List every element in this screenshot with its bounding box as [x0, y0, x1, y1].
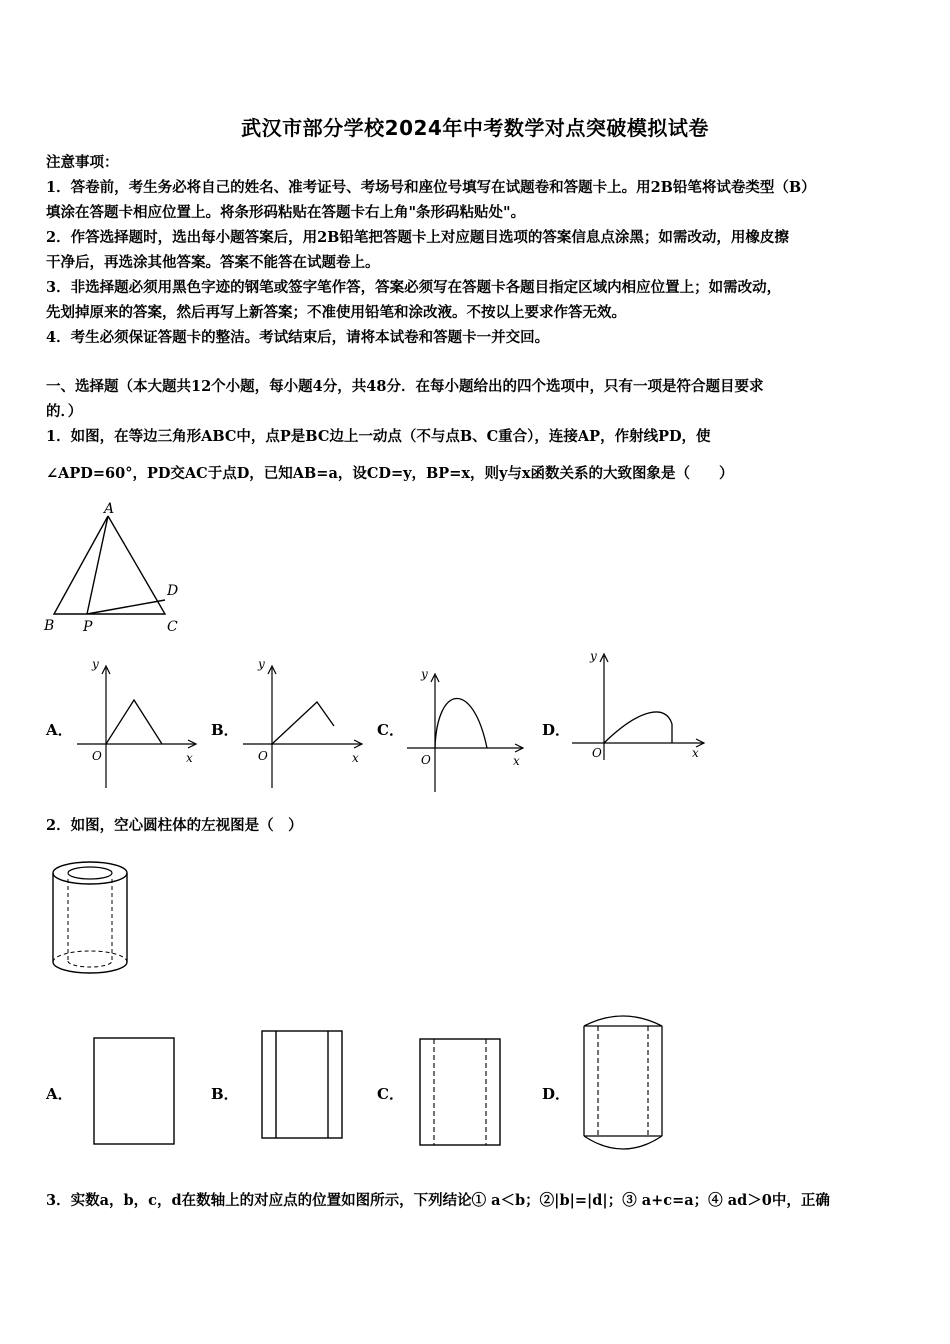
q1-option-a[interactable]: A．	[46, 721, 73, 739]
question-1-text: 1．如图，在等边三角形ABC中，点P是BC边上一动点（不与点B、C重合），连接AP，作射线PD，使	[46, 428, 711, 445]
notice-heading: 注意事项：	[46, 154, 119, 171]
section-heading: 一、选择题（本大题共12个小题，每小题4分，共48分．在每小题给出的四个选项中，只有一项是符合题目要求	[46, 378, 764, 395]
q2-option-c[interactable]: C．	[377, 1085, 404, 1103]
notice-line: 干净后，再选涂其他答案。答案不能答在试题卷上。	[46, 254, 380, 271]
graph-option-b	[238, 658, 368, 788]
q1-option-b[interactable]: B．	[211, 721, 239, 739]
notice-line: 3．非选择题必须用黑色字迹的钢笔或签字笔作答，答案必须写在答题卡各题目指定区域内相应位置上；如需改动，	[46, 279, 782, 296]
q1-option-d[interactable]: D．	[542, 721, 571, 739]
page-title: 武汉市部分学校2024年中考数学对点突破模拟试卷	[241, 116, 709, 140]
graph-a-x-label: x	[186, 751, 193, 765]
graph-d-y-label: y	[590, 649, 597, 663]
triangle-label-a: A	[104, 501, 115, 517]
question-1-text-cont: ∠APD=60°，PD交AC于点D，已知AB=a，设CD=y，BP=x，则y与x函数关系的大致图象是（ ）	[46, 465, 734, 482]
triangle-label-c: C	[167, 619, 178, 635]
graph-a-origin: O	[92, 749, 102, 763]
triangle-label-b: B	[44, 618, 55, 634]
q2-option-b[interactable]: B．	[211, 1085, 239, 1103]
view-option-b	[258, 1027, 348, 1142]
graph-option-c	[403, 666, 528, 796]
section-heading-cont: 的．）	[46, 403, 83, 420]
notice-line: 4．考生必须保证答题卡的整洁。考试结束后，请将本试卷和答题卡一并交回。	[46, 329, 550, 346]
question-2-text: 2．如图，空心圆柱体的左视图是（ ）	[46, 817, 303, 834]
notice-line: 2．作答选择题时，选出每小题答案后，用2B铅笔把答题卡上对应题目选项的答案信息点涂黑；如需改动，用橡皮擦	[46, 229, 789, 246]
graph-c-y-label: y	[421, 667, 428, 681]
q2-option-a[interactable]: A．	[46, 1085, 73, 1103]
graph-d-origin: O	[592, 746, 602, 760]
graph-c-x-label: x	[513, 754, 520, 768]
view-option-d	[578, 1014, 673, 1164]
graph-b-y-label: y	[258, 657, 265, 671]
graph-a-y-label: y	[92, 657, 99, 671]
notice-line: 先划掉原来的答案，然后再写上新答案；不准使用铅笔和涂改液。不按以上要求作答无效。	[46, 304, 626, 321]
hollow-cylinder-figure	[48, 858, 138, 983]
graph-option-a	[72, 658, 202, 788]
q1-option-c[interactable]: C．	[377, 721, 404, 739]
graph-d-x-label: x	[692, 746, 699, 760]
view-option-c	[416, 1035, 506, 1150]
triangle-label-p: P	[83, 619, 93, 635]
graph-b-origin: O	[258, 749, 268, 763]
graph-c-origin: O	[421, 753, 431, 767]
triangle-figure	[40, 500, 190, 640]
notice-line: 1．答卷前，考生务必将自己的姓名、准考证号、考场号和座位号填写在试题卷和答题卡上。用2B铅笔将试卷类型（B）	[46, 179, 816, 196]
q2-option-d[interactable]: D．	[542, 1085, 571, 1103]
notice-line: 填涂在答题卡相应位置上。将条形码粘贴在答题卡右上角"条形码粘贴处"。	[46, 204, 526, 221]
question-3-text: 3．实数a，b，c，d在数轴上的对应点的位置如图所示，下列结论① a＜b；②|b|=|d|；③ a+c=a；④ ad＞0中，正确	[46, 1192, 830, 1209]
graph-option-d	[570, 648, 710, 768]
graph-b-x-label: x	[352, 751, 359, 765]
view-option-a	[90, 1035, 180, 1150]
triangle-label-d: D	[167, 583, 179, 599]
